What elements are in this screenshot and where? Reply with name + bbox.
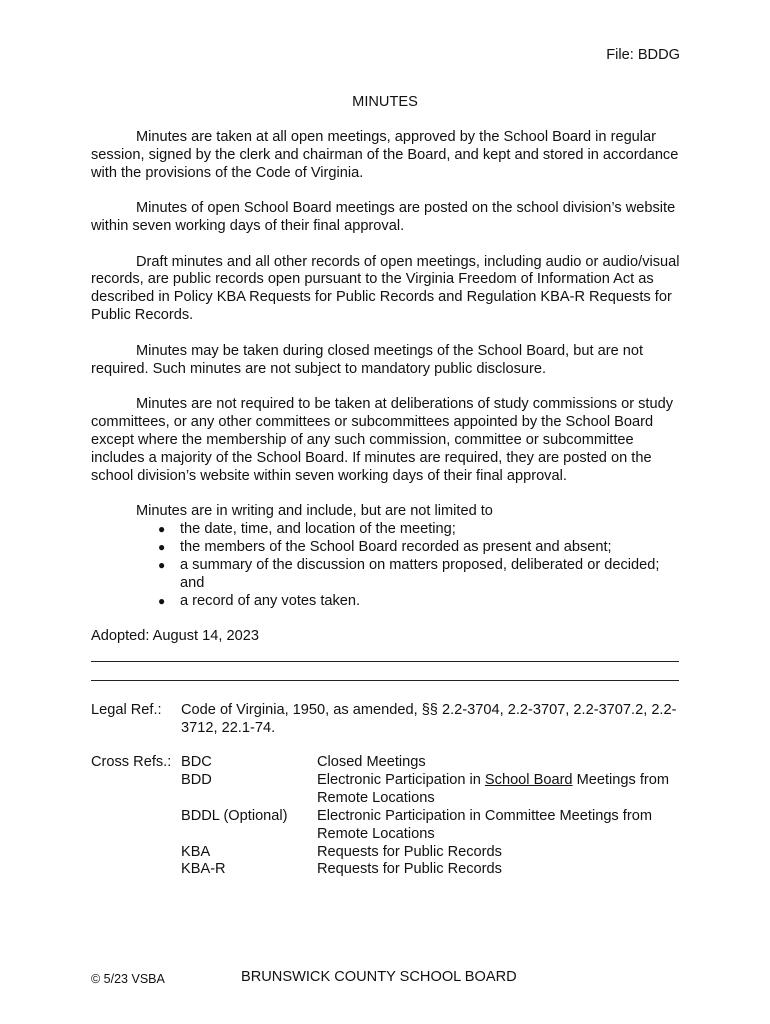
spacer [181,790,311,808]
paragraph: Draft minutes and all other records of open meetings, including audio or audio/visual records, are public records open pursuant to the Virginia Freedom of Information Act as described in Policy KBA Requests for Public Records and Regulation KBA-R Requests for Public Records. [91,253,680,324]
file-identifier: File: BDDG [606,47,680,63]
paragraph: Minutes may be taken during closed meetings of the School Board, but are not required. Such minutes are not subject to mandatory public disclosure. [91,342,644,377]
list-intro: Minutes are in writing and include, but are not limited to [136,503,493,519]
footer-board-name: BRUNSWICK COUNTY SCHOOL BOARD [241,969,517,985]
cross-ref-title-part: Meetings from Remote Locations [317,771,670,806]
footer-copyright: © 5/23 VSBA [91,972,165,986]
cross-ref-title: Closed Meetings [317,754,426,770]
cross-ref-title: Requests for Public Records [317,861,502,878]
cross-ref-title [317,772,682,808]
list-item: ● a summary of the discussion on matters proposed, deliberated or decided; and [180,557,681,593]
paragraph: Minutes are taken at all open meetings, approved by the School Board in regular session, signed by the clerk and chairman of the Board, and kept and stored in accordance with the provisions of the Code of Virginia. [91,129,679,181]
cross-ref-title-part: Electronic Participation in [317,771,485,788]
spacer [181,826,311,844]
paragraph: Minutes of open School Board meetings are posted on the school division’s website within seven working days of their final approval. [91,200,676,235]
page-title: MINUTES [352,94,418,110]
cross-ref-codes [181,754,311,879]
cross-ref-title: Requests for Public Records [317,843,502,860]
cross-ref-code: BDDL (Optional) [181,807,288,824]
cross-ref-titles [317,754,682,879]
minutes-contents-list [91,521,681,611]
legal-ref-text: Code of Virginia, 1950, as amended, §§ 2.2-3704, 2.2-3707, 2.2-3707.2, 2.2-3712, 22.1-74. [181,702,677,736]
policy-body [91,129,681,610]
cross-ref-title-underlined: School Board [484,771,573,788]
paragraph: Minutes are not required to be taken at deliberations of study commissions or study committees, or any other committees or subcommittees appointed by the School Board except where the membership of any such commission, committee or subcommittee includes a majority of the School Board. If minutes are required, they are posted on the school division’s website within seven working days of their final approval. [91,395,674,484]
divider [91,680,679,681]
cross-ref-code: KBA-R [181,861,226,878]
legal-ref-label: Legal Ref.: [91,702,162,718]
adopted-date: Adopted: August 14, 2023 [91,628,259,644]
cross-refs-label: Cross Refs.: [91,754,172,770]
list-item: ● a record of any votes taken. [180,593,681,611]
divider [91,661,679,662]
cross-ref-code: BDD [181,771,212,788]
list-item: ● the date, time, and location of the meeting; [180,521,681,539]
list-item: ● the members of the School Board recorded as present and absent; [180,539,681,557]
cross-ref-code: KBA [181,843,211,860]
cross-ref-title: Electronic Participation in Committee Meetings from Remote Locations [317,807,652,842]
cross-ref-code: BDC [181,754,212,770]
